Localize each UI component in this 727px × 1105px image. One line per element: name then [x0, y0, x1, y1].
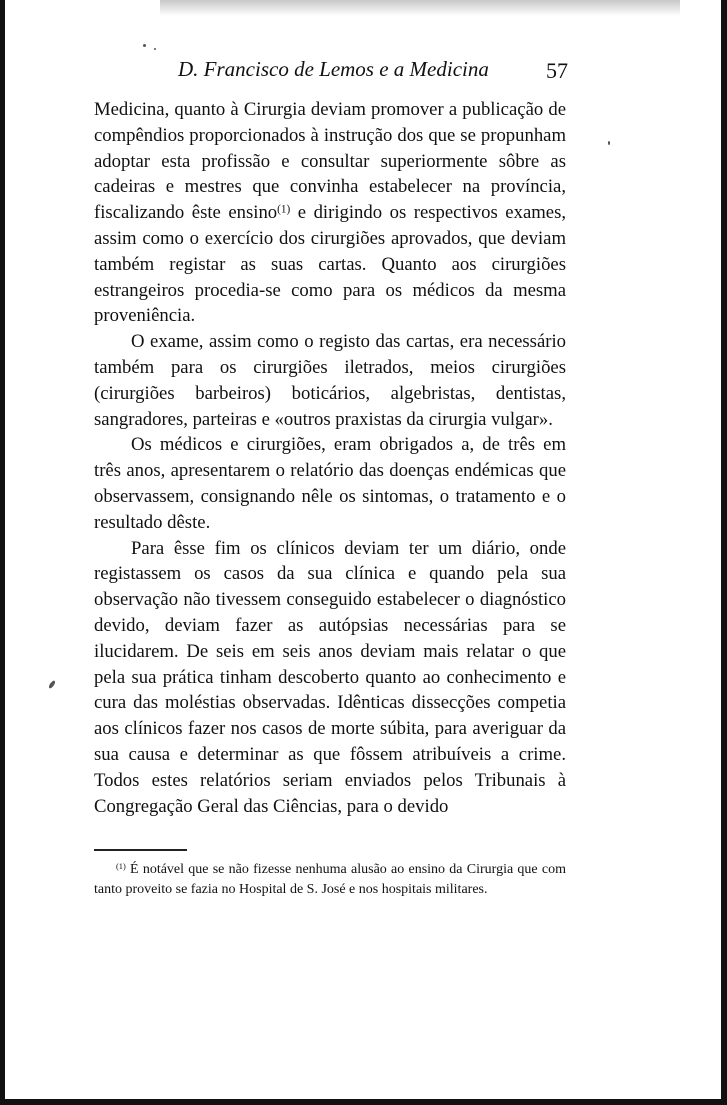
- paragraph-2: O exame, assim como o registo das cartas, era necessário também para os cirurgiões iletrados, meios cirurgiões (cirurgiões barbeiros) boticários, algebristas, dentistas, sangradores, parteiras e «outros praxistas da cirurgia vulgar».: [94, 331, 566, 430]
- body-text: [94, 97, 566, 819]
- scan-shadow: [160, 0, 680, 16]
- footnote-text: É notável que se não fizesse nenhuma alusão ao ensino da Cirurgia que com tanto proveito se fazia no Hospital de S. José e nos hospitais militares.: [94, 862, 566, 897]
- paragraph-3: Os médicos e cirurgiões, eram obrigados a, de três em três anos, apresentarem o relatório das doenças endémicas que observassem, consignando nêle os sintomas, o tratamento e o resultado dêste.: [94, 434, 566, 533]
- ink-speck: [608, 141, 610, 145]
- footnote: [94, 860, 566, 900]
- running-title: D. Francisco de Lemos e a Medicina: [178, 57, 489, 81]
- paragraph-4: Para êsse fim os clínicos deviam ter um diário, onde registassem os casos da sua clínica e quando pela sua observação não tivessem conseguido estabelecer o diagnóstico devido, deviam fazer as autópsias necessárias para se ilucidarem. De seis em seis anos deviam mais relatar o que pela sua prática tinham descoberto quanto ao conhecimento e cura das moléstias observadas. Idênticas dissecções competia aos clínicos fazer nos casos de morte súbita, para averiguar da sua causa e determinar as que fôssem atribuíveis a crime. Todos estes relatórios seriam enviados pelos Tribunais à Congregação Geral das Ciências, para o devido: [94, 537, 566, 817]
- scan-border-left: [0, 0, 5, 1105]
- paragraph-1: Medicina, quanto à Cirurgia deviam promover a publicação de compêndios proporcionados à instrução dos que se propunham adoptar esta profissão e consultar superiormente sôbre as cadeiras e mestres que convinha estabelecer na província, fiscalizando êste ensino$^{(1)}$ e dirigindo os respectivos exames, assim como o exercício dos cirurgiões aprovados, que deviam também registar as suas cartas. Quanto aos cirurgiões estrangeiros procedia-se como para os médicos da mesma proveniência.: [94, 99, 567, 327]
- ink-speck: [48, 680, 56, 690]
- page-number: 57: [546, 58, 568, 83]
- footnote-rule: [94, 849, 187, 851]
- footnote-ref: (1): [277, 203, 291, 216]
- scan-border-bottom: [0, 1099, 727, 1105]
- footnote-marker: (1): [116, 861, 126, 871]
- scan-border-right: [721, 0, 727, 1105]
- ink-speck: [154, 48, 156, 50]
- ink-speck: [143, 44, 146, 47]
